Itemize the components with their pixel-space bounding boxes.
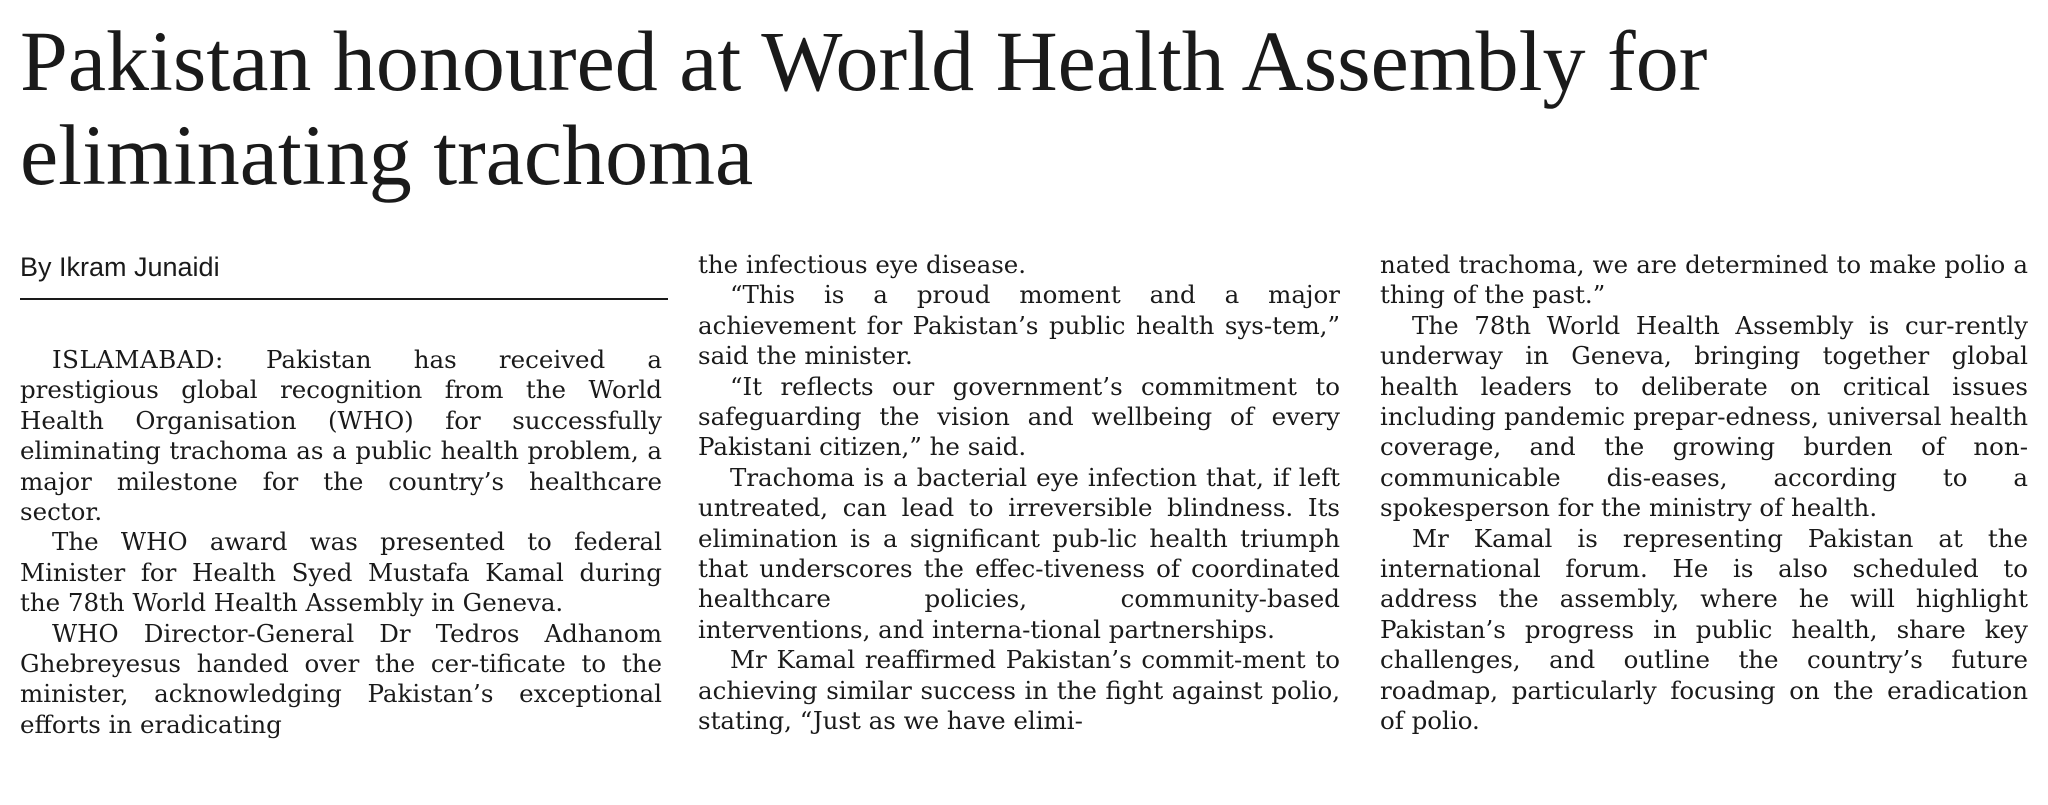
article-paragraph xyxy=(20,345,662,527)
article-paragraph: Mr Kamal is representing Pakistan at the international forum. He is also scheduled to address the assembly, where he will highlight Pakistan’s progress in public health, share key challenges, and outline the country’s future roadmap, particularly focusing on the eradication of polio. xyxy=(1380,523,2028,736)
article-paragraph: the infectious eye disease. xyxy=(698,250,1027,279)
dateline: ISLAMABAD: xyxy=(52,345,224,374)
article-paragraph: WHO Director-General Dr Tedros Adhanom Ghebreyesus handed over the cer-tificate to the minister, acknowledging Pakistan’s exceptional efforts in eradicating xyxy=(20,618,662,739)
byline-block xyxy=(20,250,668,300)
article-paragraph: Trachoma is a bacterial eye infection that, if left untreated, can lead to irreversible blindness. Its elimination is a significant pub-lic health triumph that underscores the effec-tiveness of coordinated healthcare policies, community-based interventions, and interna-tional partnerships. xyxy=(698,462,1340,644)
article-paragraph: The 78th World Health Assembly is cur-rently underway in Geneva, bringing together global health leaders to deliberate on critical issues including pandemic prepar-edness, universal health coverage, and the growing burden of non-communicable dis-eases, according to a spokesperson for the ministry of health. xyxy=(1380,310,2028,523)
article-paragraph: “This is a proud moment and a major achievement for Pakistan’s public health sys-tem,” said the minister. xyxy=(698,280,1340,371)
article-column-2 xyxy=(698,250,1340,737)
article-column-3 xyxy=(1380,250,2028,737)
paragraph-text: Pakistan has received a prestigious global recognition from the World Health Organisation (WHO) for successfully eliminating trachoma as a public health problem, a major milestone for the country’s healthcare sector. xyxy=(20,345,662,527)
byline: By Ikram Junaidi xyxy=(20,250,668,300)
article-column-1 xyxy=(20,345,662,740)
article-paragraph: The WHO award was presented to federal Minister for Health Syed Mustafa Kamal during the 78th World Health Assembly in Geneva. xyxy=(20,527,662,618)
article-paragraph: nated trachoma, we are determined to make polio a thing of the past.” xyxy=(1380,250,2028,310)
article-paragraph: Mr Kamal reaffirmed Pakistan’s commit-ment to achieving similar success in the fight against polio, stating, “Just as we have elimi- xyxy=(698,645,1340,736)
headline: Pakistan honoured at World Health Assembly for eliminating trachoma xyxy=(20,13,1708,203)
article-paragraph: “It reflects our government’s commitment to safeguarding the vision and wellbeing of every Pakistani citizen,” he said. xyxy=(698,371,1340,462)
